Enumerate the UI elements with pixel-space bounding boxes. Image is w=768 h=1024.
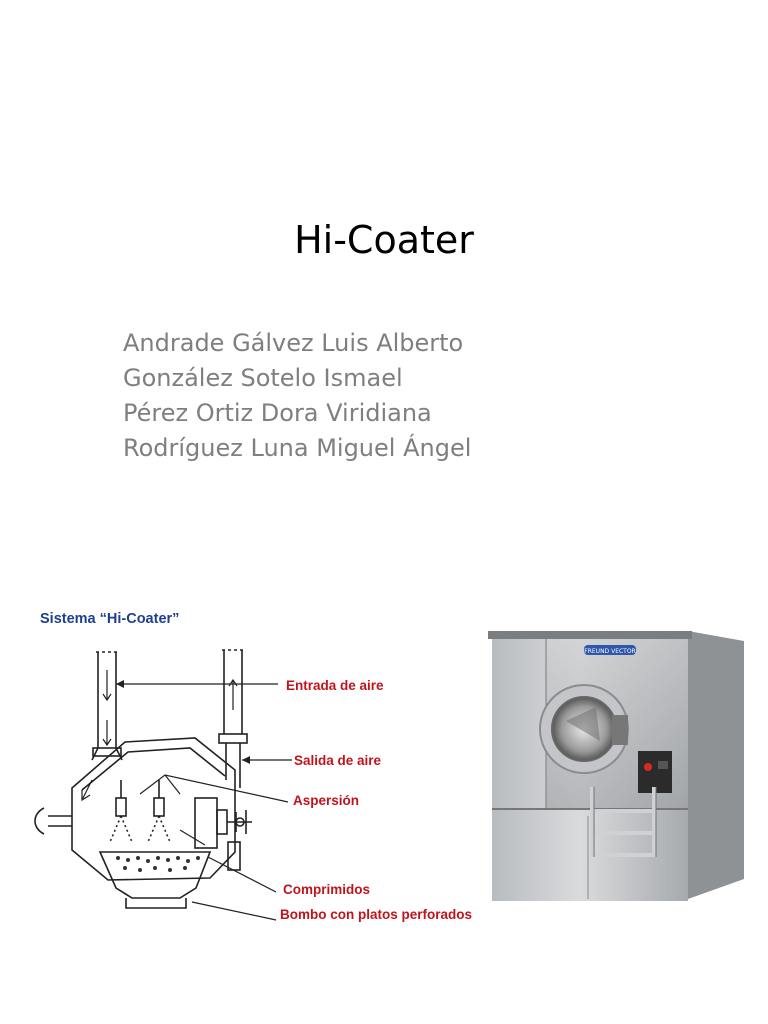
label-spray: Aspersión <box>293 793 360 808</box>
author-name: Andrade Gálvez Luis Alberto <box>123 329 464 357</box>
author-name: González Sotelo Ismael <box>123 364 403 392</box>
hi-coater-schematic <box>30 630 500 930</box>
diagram-title: Sistema “Hi-Coater” <box>40 611 180 627</box>
brand-plate: FREUND VECTOR <box>584 648 636 655</box>
author-name: Pérez Ortiz Dora Viridiana <box>123 399 432 427</box>
author-name: Rodríguez Luna Miguel Ángel <box>123 434 472 462</box>
label-perforated-drum: Bombo con platos perforados <box>280 907 473 922</box>
label-air-outlet: Salida de aire <box>294 753 382 768</box>
slide-title: Hi-Coater <box>294 218 474 262</box>
coating-machine-photo <box>488 611 744 903</box>
label-tablets: Comprimidos <box>283 882 371 897</box>
author-list <box>123 326 471 466</box>
label-air-inlet: Entrada de aire <box>286 678 384 693</box>
